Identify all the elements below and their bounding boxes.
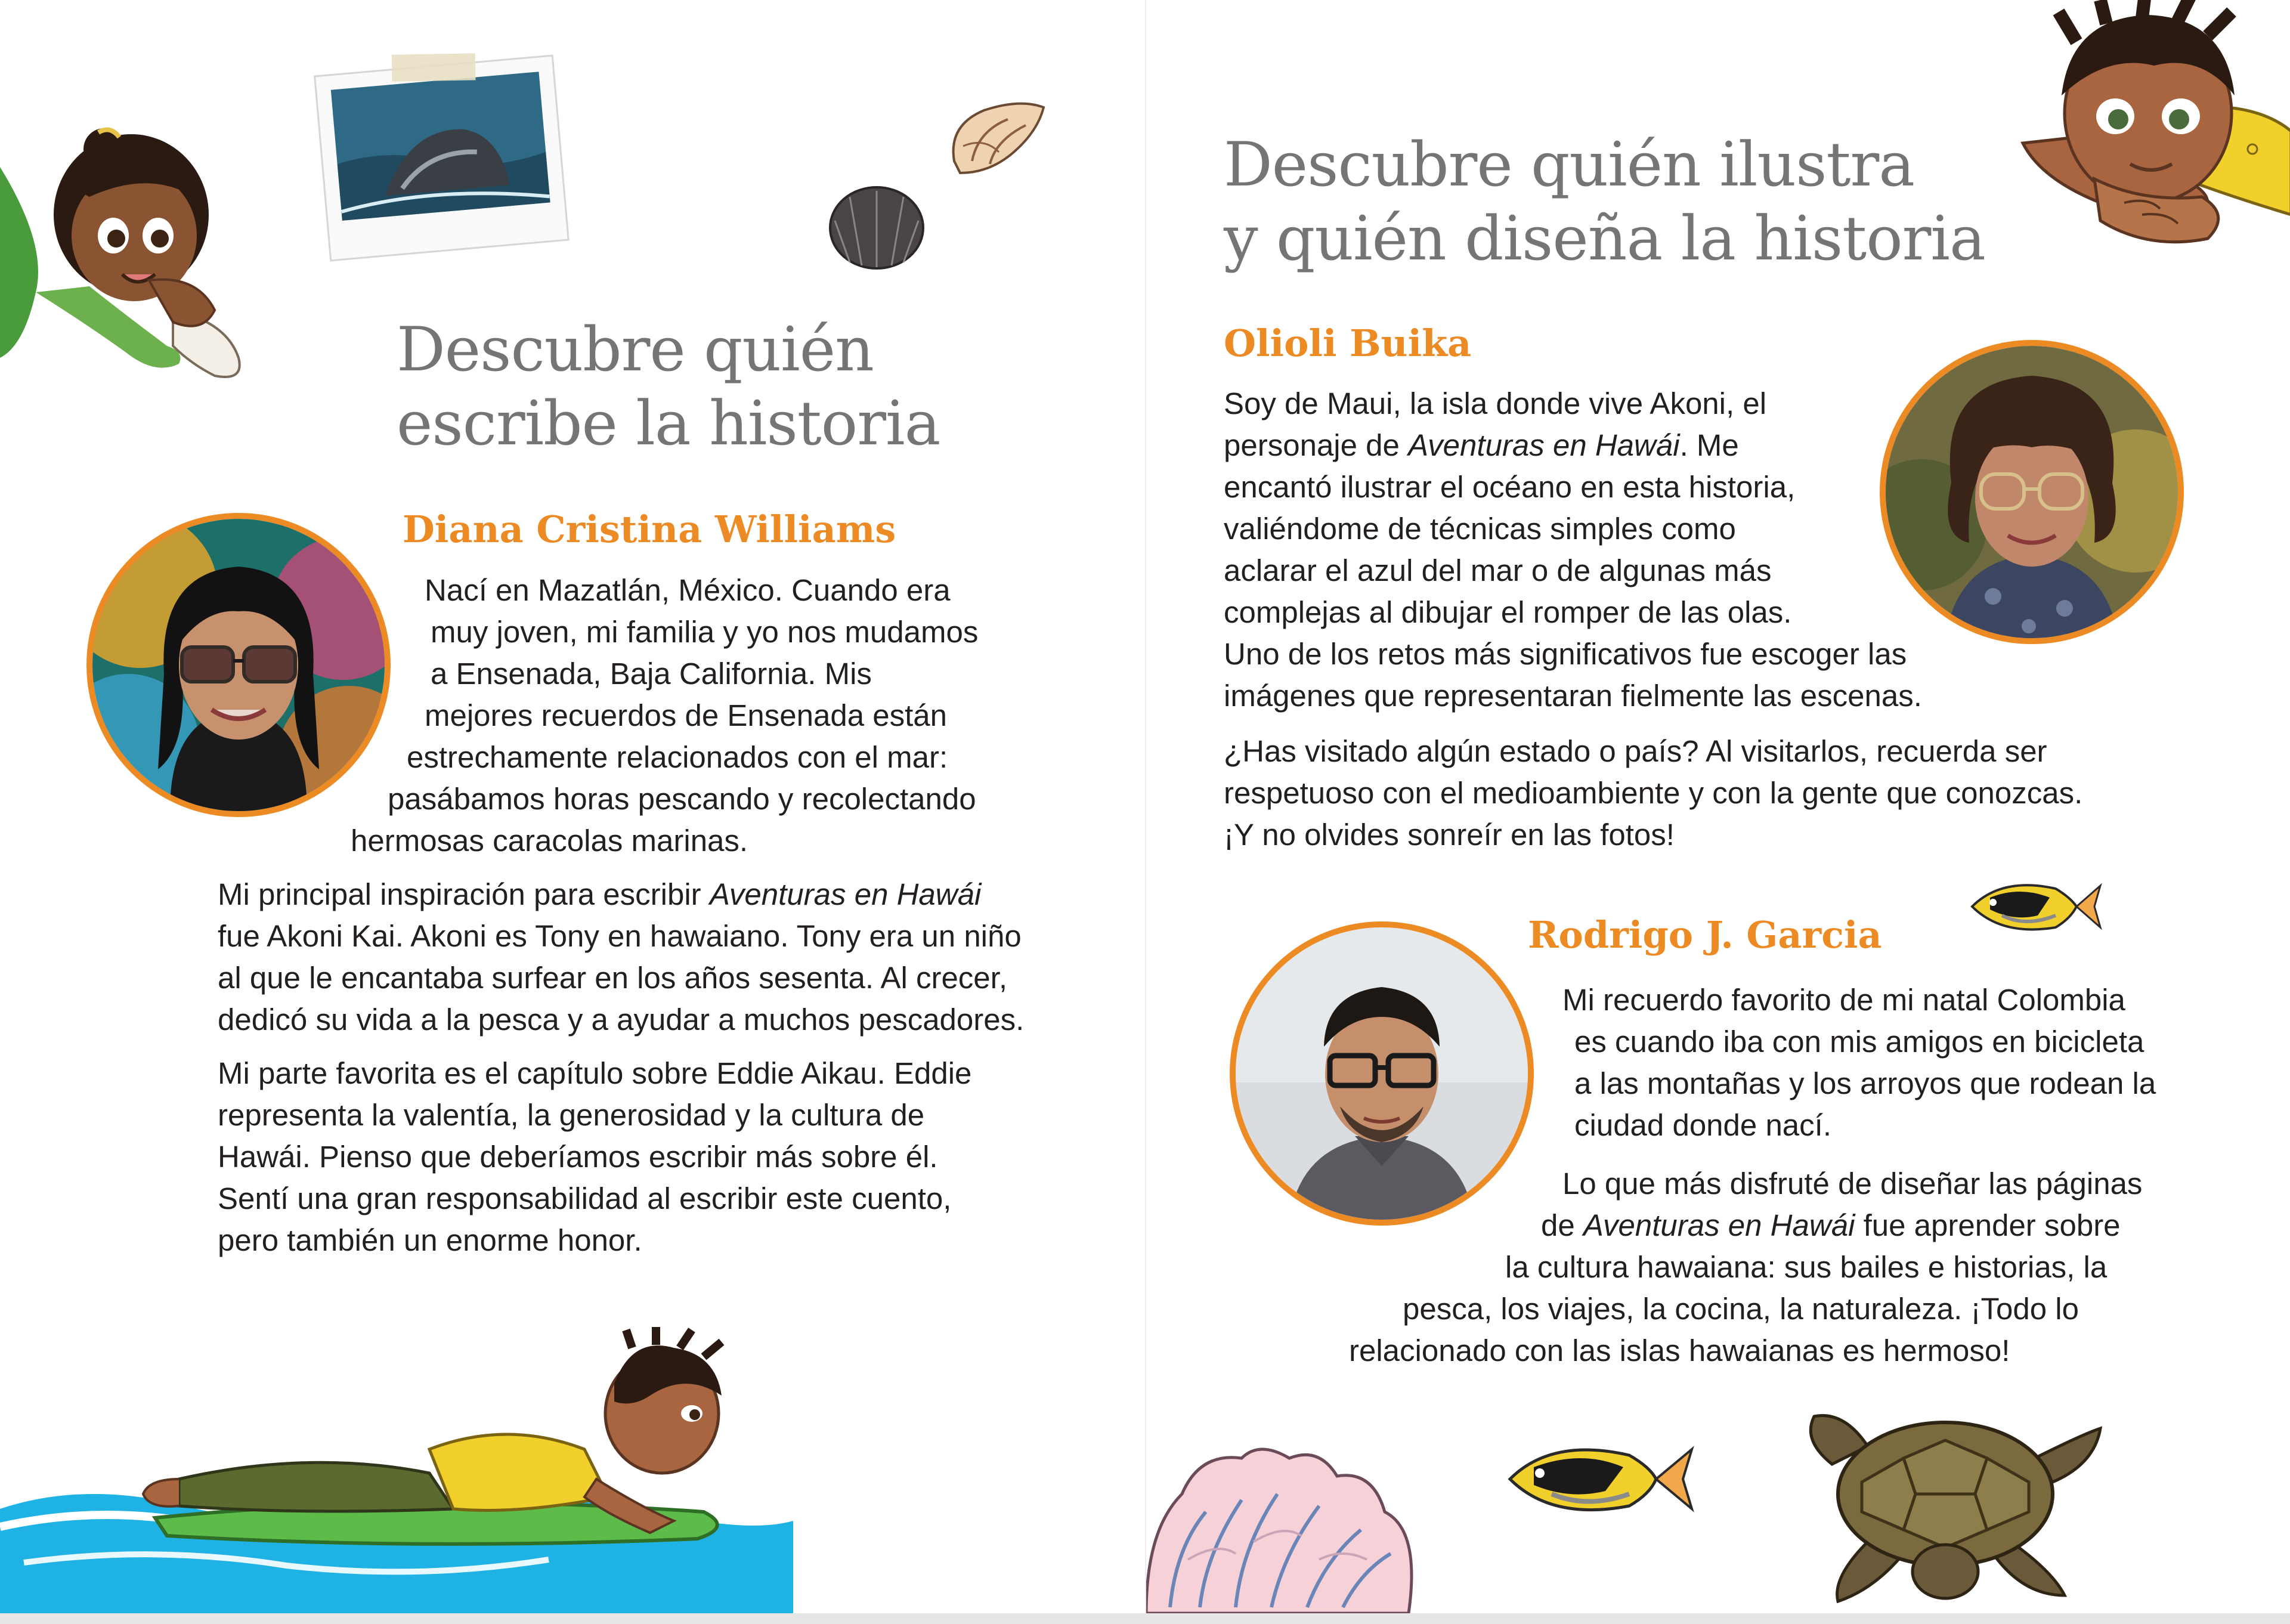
illustrator-bio-line: aclarar el azul del mar o de algunas más	[1224, 553, 1772, 587]
author-photo	[86, 513, 391, 817]
illustrator-bio-line: ¡Y no olvides sonreír en las fotos!	[1224, 818, 1675, 852]
illustrator-bio-line: personaje de Aventuras en Hawái. Me	[1224, 428, 1739, 462]
designer-photo	[1230, 921, 1534, 1226]
designer-bio-line: Lo que más disfruté de diseñar las páginas	[1562, 1167, 2143, 1201]
author-bio-line: Mi principal inspiración para escribir Aventuras en Hawái	[218, 877, 982, 911]
designer-bio-line: ciudad donde nací.	[1574, 1108, 1832, 1142]
designer-bio-line: a las montañas y los arroyos que rodean la	[1574, 1066, 2156, 1100]
book-title-italic: Aventuras en Hawái	[1583, 1208, 1855, 1242]
spiral-shell-illustration	[942, 95, 1050, 182]
author-bio-line: representa la valentía, la generosidad y la cultura de	[218, 1098, 925, 1132]
author-bio-line: estrechamente relacionados con el mar:	[407, 740, 948, 774]
right-page	[1145, 0, 2290, 1613]
page-bottom-edge	[0, 1613, 2290, 1624]
illustrator-bio-line: encantó ilustrar el océano en esta historia,	[1224, 470, 1796, 504]
left-title-line-2: escribe la historia	[397, 388, 940, 459]
designer-bio-line: Mi recuerdo favorito de mi natal Colombia	[1562, 983, 2125, 1017]
author-bio-line: a Ensenada, Baja California. Mis	[431, 657, 872, 691]
author-bio-line: mejores recuerdos de Ensenada están	[425, 698, 948, 732]
coral-illustration	[1146, 1440, 1456, 1613]
reef-triggerfish-illustration	[1504, 1434, 1695, 1524]
illustrator-bio-line: imágenes que representaran fielmente las escenas.	[1224, 679, 1922, 713]
right-title-line-1: Descubre quién ilustra	[1224, 129, 1915, 200]
illustrator-bio-line: ¿Has visitado algún estado o país? Al visitarlos, recuerda ser	[1224, 734, 2047, 768]
author-bio-line: pero también un enorme honor.	[218, 1223, 642, 1257]
author-bio-line: Nací en Mazatlán, México. Cuando era	[425, 573, 951, 607]
right-page-title	[1224, 128, 1985, 276]
designer-bio-line: la cultura hawaiana: sus bailes e historias, la	[1505, 1250, 2108, 1284]
illustrator-bio-line: complejas al dibujar el romper de las olas.	[1224, 595, 1792, 629]
left-page	[0, 0, 1145, 1613]
book-title-italic: Aventuras en Hawái	[709, 877, 982, 911]
right-title-line-2: y quién diseña la historia	[1224, 203, 1985, 274]
left-title-line-1: Descubre quién	[397, 314, 874, 385]
surfer-boy-illustration	[0, 1330, 1145, 1613]
author-bio-line: Mi parte favorita es el capítulo sobre Eddie Aikau. Eddie	[218, 1056, 972, 1090]
illustrator-bio-line: Uno de los retos más significativos fue escoger las	[1224, 637, 1907, 671]
designer-bio-line: pesca, los viajes, la cocina, la naturaleza. ¡Todo lo	[1403, 1292, 2079, 1326]
round-shell-illustration	[826, 179, 927, 271]
designer-bio-line: es cuando iba con mis amigos en bicicleta	[1574, 1025, 2144, 1059]
left-page-title	[397, 313, 940, 461]
author-bio-line: dedicó su vida a la pesca y a ayudar a muchos pescadores.	[218, 1003, 1025, 1037]
author-name: Diana Cristina Williams	[403, 508, 896, 551]
girl-character-illustration	[0, 95, 256, 394]
author-bio-line: al que le encantaba surfear en los años sesenta. Al crecer,	[218, 961, 1008, 995]
sea-turtle-illustration	[1796, 1393, 2106, 1607]
boy-character-illustration	[2005, 0, 2290, 310]
designer-name: Rodrigo J. Garcia	[1528, 913, 1882, 957]
author-bio-line: fue Akoni Kai. Akoni es Tony en hawaiano. Tony era un niño	[218, 919, 1022, 953]
illustrator-bio-line: Soy de Maui, la isla donde vive Akoni, el	[1224, 386, 1767, 420]
author-bio-line: Sentí una gran responsabilidad al escribir este cuento,	[218, 1181, 952, 1215]
author-bio-line: muy joven, mi familia y yo nos mudamos	[431, 615, 979, 649]
whale-photo-polaroid	[310, 42, 572, 268]
illustrator-name: Olioli Buika	[1224, 321, 1472, 365]
author-bio-line: pasábamos horas pescando y recolectando	[388, 782, 976, 816]
illustrator-bio-line: respetuoso con el medioambiente y con la gente que conozcas.	[1224, 776, 2083, 810]
designer-bio-line: relacionado con las islas hawaianas es hermoso!	[1349, 1334, 2010, 1368]
author-bio-line: hermosas caracolas marinas.	[351, 824, 748, 858]
author-bio-line: Hawái. Pienso que deberíamos escribir más sobre él.	[218, 1140, 938, 1174]
book-title-italic: Aventuras en Hawái	[1408, 428, 1680, 462]
designer-bio-line: de Aventuras en Hawái fue aprender sobre	[1541, 1208, 2121, 1242]
illustrator-photo	[1880, 340, 2184, 644]
reef-triggerfish-illustration	[1966, 874, 2103, 939]
illustrator-bio-line: valiéndome de técnicas simples como	[1224, 512, 1736, 546]
